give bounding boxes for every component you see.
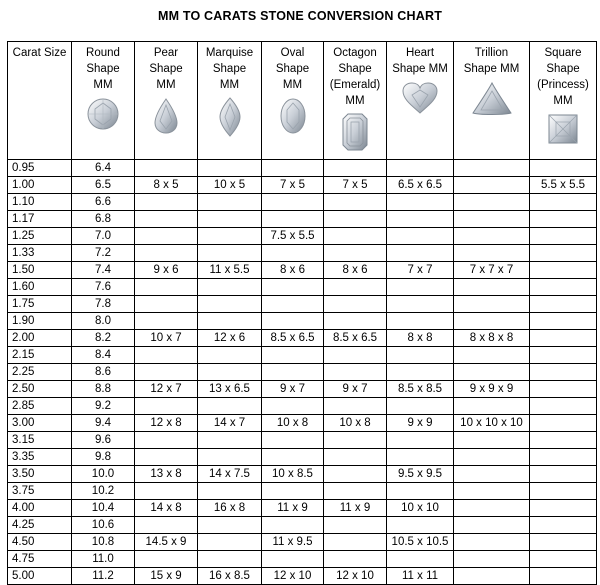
column-header-label: Shape bbox=[546, 63, 580, 75]
column-header-label: MM bbox=[93, 79, 113, 91]
table-cell-oval: 8 x 6 bbox=[262, 262, 324, 279]
table-cell-trillion: 10 x 10 x 10 bbox=[454, 415, 530, 432]
table-cell-carat: 3.00 bbox=[8, 415, 72, 432]
table-cell-trillion bbox=[454, 296, 530, 313]
column-header-label: Square bbox=[544, 47, 582, 59]
table-cell-heart bbox=[387, 364, 454, 381]
table-row bbox=[8, 534, 597, 551]
table-cell-square bbox=[530, 313, 597, 330]
table-cell-pear bbox=[135, 364, 198, 381]
table-cell-octagon: 8.5 x 6.5 bbox=[324, 330, 387, 347]
table-cell-carat: 3.50 bbox=[8, 466, 72, 483]
table-cell-octagon bbox=[324, 483, 387, 500]
table-cell-round: 8.4 bbox=[72, 347, 135, 364]
table-cell-octagon bbox=[324, 449, 387, 466]
column-header-oval bbox=[262, 42, 324, 160]
table-cell-carat: 4.25 bbox=[8, 517, 72, 534]
table-cell-oval: 9 x 7 bbox=[262, 381, 324, 398]
column-header-label: MM bbox=[156, 79, 176, 91]
table-cell-round: 9.6 bbox=[72, 432, 135, 449]
table-cell-carat: 4.00 bbox=[8, 500, 72, 517]
column-header-pear bbox=[135, 42, 198, 160]
table-cell-marquise bbox=[198, 296, 262, 313]
table-cell-pear bbox=[135, 279, 198, 296]
table-row bbox=[8, 245, 597, 262]
table-cell-pear: 10 x 7 bbox=[135, 330, 198, 347]
table-cell-pear bbox=[135, 313, 198, 330]
heart-gem-icon bbox=[387, 81, 453, 120]
table-cell-pear: 14 x 8 bbox=[135, 500, 198, 517]
table-cell-octagon bbox=[324, 279, 387, 296]
table-cell-pear bbox=[135, 245, 198, 262]
round-gem-icon bbox=[72, 97, 134, 136]
table-cell-round: 10.6 bbox=[72, 517, 135, 534]
table-cell-oval bbox=[262, 364, 324, 381]
table-cell-trillion bbox=[454, 160, 530, 177]
table-cell-pear: 8 x 5 bbox=[135, 177, 198, 194]
table-cell-oval bbox=[262, 211, 324, 228]
emerald-gem-icon bbox=[324, 113, 386, 156]
table-cell-round: 7.0 bbox=[72, 228, 135, 245]
table-cell-round: 6.8 bbox=[72, 211, 135, 228]
table-row bbox=[8, 364, 597, 381]
table-cell-marquise bbox=[198, 313, 262, 330]
column-header-label: MM bbox=[553, 95, 573, 107]
table-cell-oval bbox=[262, 432, 324, 449]
table-row bbox=[8, 568, 597, 585]
table-cell-square bbox=[530, 228, 597, 245]
table-cell-marquise bbox=[198, 211, 262, 228]
table-cell-pear bbox=[135, 347, 198, 364]
table-cell-octagon bbox=[324, 296, 387, 313]
princess-gem-icon bbox=[530, 113, 596, 150]
table-cell-round: 6.4 bbox=[72, 160, 135, 177]
table-cell-round: 7.8 bbox=[72, 296, 135, 313]
table-cell-square bbox=[530, 211, 597, 228]
table-cell-carat: 2.50 bbox=[8, 381, 72, 398]
table-cell-heart bbox=[387, 483, 454, 500]
table-cell-square bbox=[530, 296, 597, 313]
table-cell-pear: 14.5 x 9 bbox=[135, 534, 198, 551]
column-header-label: MM bbox=[219, 79, 240, 91]
column-header-label: Shape MM bbox=[392, 63, 448, 75]
table-cell-heart bbox=[387, 347, 454, 364]
table-row bbox=[8, 194, 597, 211]
table-cell-carat: 2.85 bbox=[8, 398, 72, 415]
column-header-label: Shape bbox=[149, 63, 183, 75]
table-cell-marquise bbox=[198, 449, 262, 466]
table-cell-square bbox=[530, 466, 597, 483]
table-cell-marquise bbox=[198, 534, 262, 551]
table-cell-pear: 12 x 7 bbox=[135, 381, 198, 398]
table-cell-carat: 1.00 bbox=[8, 177, 72, 194]
header-row bbox=[8, 42, 597, 160]
table-cell-oval bbox=[262, 313, 324, 330]
table-cell-pear bbox=[135, 449, 198, 466]
table-cell-carat: 1.50 bbox=[8, 262, 72, 279]
table-cell-trillion: 8 x 8 x 8 bbox=[454, 330, 530, 347]
table-cell-oval bbox=[262, 296, 324, 313]
table-cell-octagon bbox=[324, 551, 387, 568]
table-cell-pear bbox=[135, 194, 198, 211]
column-header-heart bbox=[387, 42, 454, 160]
table-row bbox=[8, 483, 597, 500]
table-row bbox=[8, 211, 597, 228]
table-cell-oval bbox=[262, 449, 324, 466]
table-cell-round: 9.8 bbox=[72, 449, 135, 466]
table-cell-round: 10.0 bbox=[72, 466, 135, 483]
table-cell-square bbox=[530, 551, 597, 568]
table-cell-round: 10.2 bbox=[72, 483, 135, 500]
table-cell-heart bbox=[387, 194, 454, 211]
table-row bbox=[8, 296, 597, 313]
table-cell-marquise: 16 x 8 bbox=[198, 500, 262, 517]
table-cell-square bbox=[530, 517, 597, 534]
table-cell-trillion bbox=[454, 194, 530, 211]
table-cell-octagon bbox=[324, 364, 387, 381]
table-cell-round: 6.6 bbox=[72, 194, 135, 211]
table-cell-marquise bbox=[198, 364, 262, 381]
table-cell-carat: 3.15 bbox=[8, 432, 72, 449]
table-cell-oval bbox=[262, 160, 324, 177]
table-cell-heart bbox=[387, 551, 454, 568]
table-cell-oval bbox=[262, 245, 324, 262]
marquise-gem-icon bbox=[198, 97, 261, 142]
table-cell-heart: 11 x 11 bbox=[387, 568, 454, 585]
table-cell-heart: 8.5 x 8.5 bbox=[387, 381, 454, 398]
table-cell-oval bbox=[262, 517, 324, 534]
column-header-label: Oval bbox=[280, 47, 305, 59]
table-cell-round: 7.6 bbox=[72, 279, 135, 296]
table-cell-carat: 2.25 bbox=[8, 364, 72, 381]
table-row bbox=[8, 432, 597, 449]
table-body bbox=[8, 160, 597, 585]
table-cell-heart bbox=[387, 432, 454, 449]
table-cell-heart bbox=[387, 228, 454, 245]
table-row bbox=[8, 262, 597, 279]
table-cell-carat: 2.15 bbox=[8, 347, 72, 364]
table-cell-trillion bbox=[454, 466, 530, 483]
table-cell-square bbox=[530, 483, 597, 500]
table-cell-round: 8.8 bbox=[72, 381, 135, 398]
table-cell-pear bbox=[135, 160, 198, 177]
table-cell-octagon bbox=[324, 534, 387, 551]
table-cell-round: 9.4 bbox=[72, 415, 135, 432]
table-cell-octagon bbox=[324, 398, 387, 415]
table-cell-square bbox=[530, 500, 597, 517]
table-cell-octagon bbox=[324, 228, 387, 245]
table-cell-round: 10.4 bbox=[72, 500, 135, 517]
column-header-label: (Princess) bbox=[537, 79, 589, 91]
table-row bbox=[8, 160, 597, 177]
table-cell-marquise: 14 x 7 bbox=[198, 415, 262, 432]
table-cell-trillion bbox=[454, 568, 530, 585]
table-row bbox=[8, 313, 597, 330]
table-cell-octagon: 12 x 10 bbox=[324, 568, 387, 585]
table-cell-square bbox=[530, 347, 597, 364]
table-cell-heart bbox=[387, 313, 454, 330]
table-cell-oval bbox=[262, 398, 324, 415]
table-cell-square bbox=[530, 398, 597, 415]
table-cell-marquise: 14 x 7.5 bbox=[198, 466, 262, 483]
table-cell-oval: 8.5 x 6.5 bbox=[262, 330, 324, 347]
table-cell-trillion bbox=[454, 398, 530, 415]
table-cell-round: 7.2 bbox=[72, 245, 135, 262]
table-cell-trillion bbox=[454, 177, 530, 194]
table-cell-round: 11.2 bbox=[72, 568, 135, 585]
table-cell-marquise bbox=[198, 398, 262, 415]
table-cell-trillion bbox=[454, 279, 530, 296]
table-cell-trillion: 9 x 9 x 9 bbox=[454, 381, 530, 398]
table-row bbox=[8, 449, 597, 466]
table-cell-trillion bbox=[454, 551, 530, 568]
table-cell-heart: 9 x 9 bbox=[387, 415, 454, 432]
table-cell-oval: 7.5 x 5.5 bbox=[262, 228, 324, 245]
conversion-table bbox=[7, 41, 597, 585]
table-cell-square bbox=[530, 330, 597, 347]
table-cell-octagon: 10 x 8 bbox=[324, 415, 387, 432]
table-cell-carat: 0.95 bbox=[8, 160, 72, 177]
table-cell-heart bbox=[387, 398, 454, 415]
column-header-label: Marquise bbox=[205, 47, 254, 59]
table-cell-heart: 10.5 x 10.5 bbox=[387, 534, 454, 551]
table-cell-pear bbox=[135, 551, 198, 568]
table-cell-octagon bbox=[324, 432, 387, 449]
column-header-marquise bbox=[198, 42, 262, 160]
table-cell-trillion bbox=[454, 228, 530, 245]
table-cell-pear: 12 x 8 bbox=[135, 415, 198, 432]
table-cell-marquise bbox=[198, 245, 262, 262]
table-cell-oval bbox=[262, 347, 324, 364]
table-cell-pear bbox=[135, 517, 198, 534]
table-cell-square: 5.5 x 5.5 bbox=[530, 177, 597, 194]
page-title: MM TO CARATS STONE CONVERSION CHART bbox=[157, 9, 443, 23]
table-cell-marquise bbox=[198, 279, 262, 296]
table-cell-square bbox=[530, 245, 597, 262]
column-header-label: MM bbox=[282, 79, 303, 91]
column-header-label: (Emerald) bbox=[329, 79, 381, 91]
table-cell-carat: 1.33 bbox=[8, 245, 72, 262]
column-header-carat bbox=[8, 42, 72, 160]
table-cell-octagon bbox=[324, 194, 387, 211]
table-cell-heart bbox=[387, 160, 454, 177]
column-header-label: Carat Size bbox=[12, 47, 67, 59]
table-row bbox=[8, 279, 597, 296]
table-cell-trillion bbox=[454, 500, 530, 517]
table-cell-oval: 11 x 9 bbox=[262, 500, 324, 517]
table-cell-heart: 9.5 x 9.5 bbox=[387, 466, 454, 483]
table-cell-oval: 12 x 10 bbox=[262, 568, 324, 585]
table-cell-square bbox=[530, 194, 597, 211]
table-cell-heart bbox=[387, 211, 454, 228]
table-cell-pear: 15 x 9 bbox=[135, 568, 198, 585]
table-cell-heart bbox=[387, 517, 454, 534]
table-cell-marquise: 10 x 5 bbox=[198, 177, 262, 194]
table-cell-octagon: 9 x 7 bbox=[324, 381, 387, 398]
column-header-square bbox=[530, 42, 597, 160]
table-cell-square bbox=[530, 279, 597, 296]
table-cell-marquise: 13 x 6.5 bbox=[198, 381, 262, 398]
table-row bbox=[8, 347, 597, 364]
table-cell-carat: 2.00 bbox=[8, 330, 72, 347]
table-cell-trillion bbox=[454, 432, 530, 449]
table-cell-square bbox=[530, 262, 597, 279]
column-header-label: Shape bbox=[275, 63, 310, 75]
table-cell-marquise bbox=[198, 517, 262, 534]
table-cell-octagon bbox=[324, 160, 387, 177]
table-cell-round: 7.4 bbox=[72, 262, 135, 279]
column-header-label: Round bbox=[86, 47, 120, 59]
table-cell-round: 6.5 bbox=[72, 177, 135, 194]
table-cell-heart bbox=[387, 279, 454, 296]
column-header-label: Shape MM bbox=[463, 63, 520, 75]
table-row bbox=[8, 500, 597, 517]
table-cell-pear bbox=[135, 432, 198, 449]
table-cell-oval bbox=[262, 551, 324, 568]
table-cell-pear bbox=[135, 398, 198, 415]
column-header-label: MM bbox=[345, 95, 365, 107]
table-cell-marquise: 11 x 5.5 bbox=[198, 262, 262, 279]
table-cell-trillion bbox=[454, 364, 530, 381]
table-cell-trillion bbox=[454, 211, 530, 228]
table-cell-marquise bbox=[198, 160, 262, 177]
table-cell-square bbox=[530, 568, 597, 585]
table-cell-square bbox=[530, 449, 597, 466]
column-header-label: Heart bbox=[405, 47, 435, 59]
table-cell-marquise: 16 x 8.5 bbox=[198, 568, 262, 585]
column-header-label: Shape bbox=[212, 63, 247, 75]
table-row bbox=[8, 381, 597, 398]
table-cell-marquise bbox=[198, 347, 262, 364]
table-cell-trillion bbox=[454, 449, 530, 466]
table-cell-heart: 10 x 10 bbox=[387, 500, 454, 517]
table-cell-carat: 3.35 bbox=[8, 449, 72, 466]
table-cell-heart: 7 x 7 bbox=[387, 262, 454, 279]
table-cell-marquise bbox=[198, 483, 262, 500]
table-cell-round: 8.2 bbox=[72, 330, 135, 347]
table-cell-oval: 10 x 8.5 bbox=[262, 466, 324, 483]
table-cell-round: 10.8 bbox=[72, 534, 135, 551]
table-cell-oval bbox=[262, 279, 324, 296]
table-row bbox=[8, 330, 597, 347]
table-cell-pear: 13 x 8 bbox=[135, 466, 198, 483]
table-cell-pear bbox=[135, 483, 198, 500]
table-cell-octagon: 8 x 6 bbox=[324, 262, 387, 279]
table-row bbox=[8, 228, 597, 245]
table-cell-pear: 9 x 6 bbox=[135, 262, 198, 279]
table-row bbox=[8, 551, 597, 568]
pear-gem-icon bbox=[135, 97, 197, 140]
trillion-gem-icon bbox=[454, 81, 529, 122]
oval-gem-icon bbox=[262, 97, 323, 140]
table-cell-square bbox=[530, 160, 597, 177]
table-cell-square bbox=[530, 534, 597, 551]
table-cell-marquise bbox=[198, 551, 262, 568]
table-cell-carat: 1.60 bbox=[8, 279, 72, 296]
table-cell-carat: 3.75 bbox=[8, 483, 72, 500]
column-header-label: Shape bbox=[86, 63, 120, 75]
table-cell-carat: 4.50 bbox=[8, 534, 72, 551]
table-cell-carat: 1.75 bbox=[8, 296, 72, 313]
table-cell-square bbox=[530, 364, 597, 381]
table-cell-marquise bbox=[198, 194, 262, 211]
table-cell-trillion bbox=[454, 483, 530, 500]
table-cell-round: 9.2 bbox=[72, 398, 135, 415]
table-row bbox=[8, 177, 597, 194]
table-cell-marquise: 12 x 6 bbox=[198, 330, 262, 347]
table-cell-oval bbox=[262, 483, 324, 500]
table-cell-carat: 1.17 bbox=[8, 211, 72, 228]
table-cell-trillion bbox=[454, 534, 530, 551]
table-cell-heart bbox=[387, 449, 454, 466]
column-header-octagon bbox=[324, 42, 387, 160]
table-cell-round: 8.6 bbox=[72, 364, 135, 381]
table-cell-heart bbox=[387, 296, 454, 313]
table-cell-pear bbox=[135, 211, 198, 228]
table-cell-octagon bbox=[324, 347, 387, 364]
column-header-label: Trillion bbox=[474, 47, 509, 59]
column-header-trillion bbox=[454, 42, 530, 160]
table-cell-trillion bbox=[454, 517, 530, 534]
table-cell-heart bbox=[387, 245, 454, 262]
table-cell-carat: 1.10 bbox=[8, 194, 72, 211]
table-cell-octagon bbox=[324, 211, 387, 228]
table-row bbox=[8, 398, 597, 415]
table-cell-trillion: 7 x 7 x 7 bbox=[454, 262, 530, 279]
table-cell-oval: 7 x 5 bbox=[262, 177, 324, 194]
table-cell-marquise bbox=[198, 432, 262, 449]
table-row bbox=[8, 466, 597, 483]
table-cell-heart: 6.5 x 6.5 bbox=[387, 177, 454, 194]
table-cell-square bbox=[530, 432, 597, 449]
table-cell-octagon bbox=[324, 466, 387, 483]
table-cell-oval: 10 x 8 bbox=[262, 415, 324, 432]
column-header-label: Octagon bbox=[333, 47, 377, 59]
table-cell-oval: 11 x 9.5 bbox=[262, 534, 324, 551]
table-cell-pear bbox=[135, 228, 198, 245]
table-row bbox=[8, 517, 597, 534]
table-row bbox=[8, 415, 597, 432]
table-cell-carat: 4.75 bbox=[8, 551, 72, 568]
table-cell-octagon bbox=[324, 517, 387, 534]
table-cell-carat: 5.00 bbox=[8, 568, 72, 585]
table-cell-trillion bbox=[454, 245, 530, 262]
table-cell-square bbox=[530, 381, 597, 398]
column-header-round bbox=[72, 42, 135, 160]
table-cell-octagon: 11 x 9 bbox=[324, 500, 387, 517]
table-cell-round: 8.0 bbox=[72, 313, 135, 330]
table-cell-pear bbox=[135, 296, 198, 313]
table-cell-square bbox=[530, 415, 597, 432]
table-cell-octagon bbox=[324, 245, 387, 262]
table-cell-round: 11.0 bbox=[72, 551, 135, 568]
table-cell-octagon bbox=[324, 313, 387, 330]
table-cell-carat: 1.90 bbox=[8, 313, 72, 330]
column-header-label: Shape bbox=[338, 63, 372, 75]
table-cell-trillion bbox=[454, 347, 530, 364]
column-header-label: Pear bbox=[153, 47, 179, 59]
table-cell-carat: 1.25 bbox=[8, 228, 72, 245]
table-cell-oval bbox=[262, 194, 324, 211]
table-cell-marquise bbox=[198, 228, 262, 245]
table-cell-trillion bbox=[454, 313, 530, 330]
table-cell-heart: 8 x 8 bbox=[387, 330, 454, 347]
table-cell-octagon: 7 x 5 bbox=[324, 177, 387, 194]
